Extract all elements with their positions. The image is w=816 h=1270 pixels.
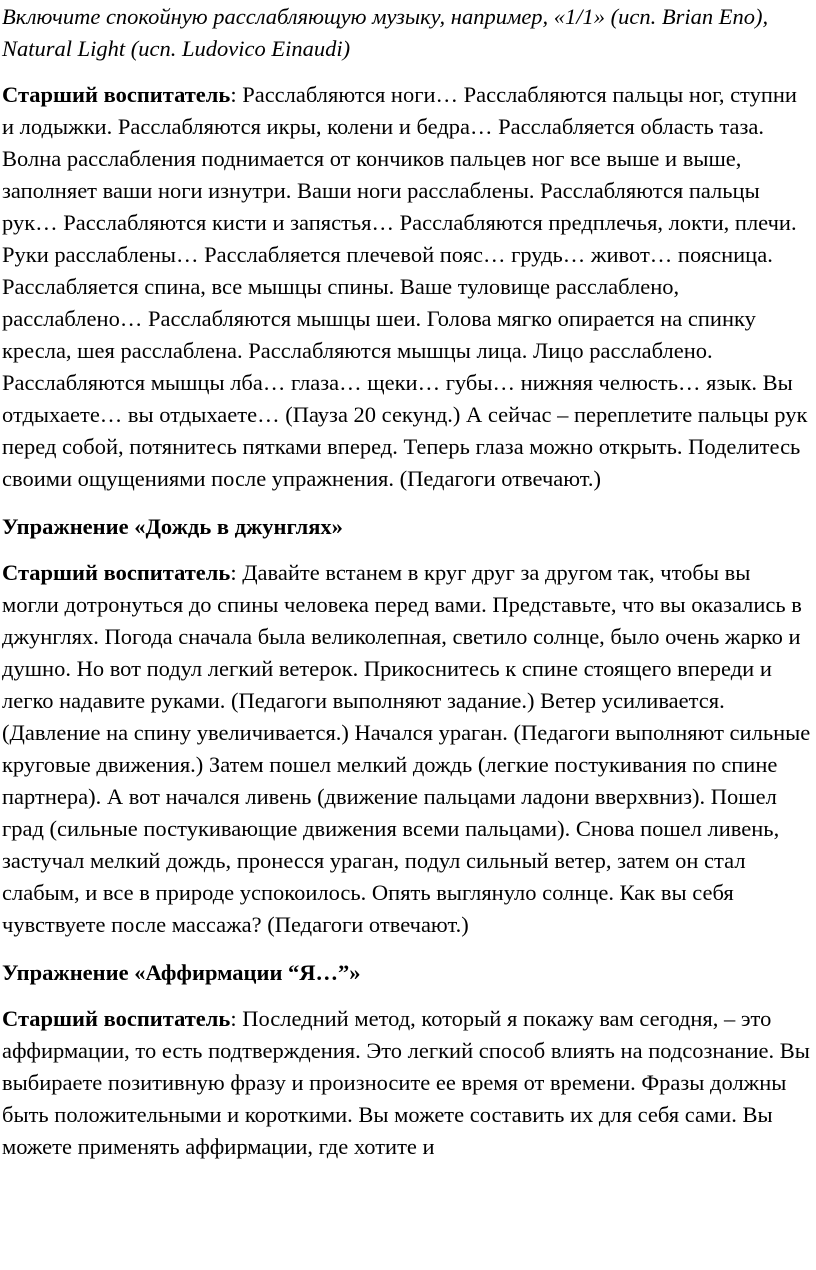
music-instruction: Включите спокойную расслабляющую музыку, например, «1/1» (исп. Brian Eno), Natural Light (исп. Ludovico Einaudi) <box>2 4 769 61</box>
affirmations-paragraph <box>2 1003 812 1163</box>
speaker-label: Старший воспитатель <box>2 82 231 107</box>
exercise-heading-affirmations: Упражнение «Аффирмации “Я…”» <box>2 960 361 985</box>
relaxation-paragraph <box>2 79 812 495</box>
speaker-label: Старший воспитатель <box>2 560 231 585</box>
exercise-heading-rain: Упражнение «Дождь в джунглях» <box>2 514 343 539</box>
speaker-label: Старший воспитатель <box>2 1006 231 1031</box>
paragraph-text: : Последний метод, который я покажу вам сегодня, – это аффирмации, то есть подтверждения. Это легкий способ влиять на подсознание. Вы выбираете позитивную фразу и произносите ее время от времени. Фразы должны быть положительными и короткими. Вы можете составить их для себя сами. Вы можете применять аффирмации, где хотите и <box>2 1006 810 1159</box>
paragraph-text: : Расслабляются ноги… Расслабляются пальцы ног, ступни и лодыжки. Расслабляются икры, колени и бедра… Расслабляется область таза. Волна расслабления поднимается от кончиков пальцев ног все выше и выше, заполняет ваши ноги изнутри. Ваши ноги расслаблены. Расслабляются пальцы рук… Расслабляются кисти и запястья… Расслабляются предплечья, локти, плечи. Руки расслаблены… Расслабляется плечевой пояс… грудь… живот… поясница. Расслабляется спина, все мышцы спины. Ваше туловище расслаблено, расслаблено… Расслабляются мышцы шеи. Голова мягко опирается на спинку кресла, шея расслаблена. Расслабляются мышцы лица. Лицо расслаблено. Расслабляются мышцы лба… глаза… щеки… губы… нижняя челюсть… язык. Вы отдыхаете… вы отдыхаете… (Пауза 20 секунд.) А сейчас – переплетите пальцы рук перед собой, потянитесь пятками вперед. Теперь глаза можно открыть. Поделитесь своими ощущениями после упражнения. (Педагоги отвечают.) <box>2 82 808 491</box>
rain-paragraph <box>2 557 812 941</box>
paragraph-text: : Давайте встанем в круг друг за другом так, чтобы вы могли дотронуться до спины человека перед вами. Представьте, что вы оказались в джунглях. Погода сначала была великолепная, светило солнце, было очень жарко и душно. Но вот подул легкий ветерок. Прикоснитесь к спине стоящего впереди и легко надавите руками. (Педагоги выполняют задание.) Ветер усиливается. (Давление на спину увеличивается.) Начался ураган. (Педагоги выполняют сильные круговые движения.) Затем пошел мелкий дождь (легкие постукивания по спине партнера). А вот начался ливень (движение пальцами ладони вверхвниз). Пошел град (сильные постукивающие движения всеми пальцами). Снова пошел ливень, застучал мелкий дождь, пронесся ураган, подул сильный ветер, затем он стал слабым, и все в природе успокоилось. Опять выглянуло солнце. Как вы себя чувствуете после массажа? (Педагоги отвечают.) <box>2 560 811 937</box>
